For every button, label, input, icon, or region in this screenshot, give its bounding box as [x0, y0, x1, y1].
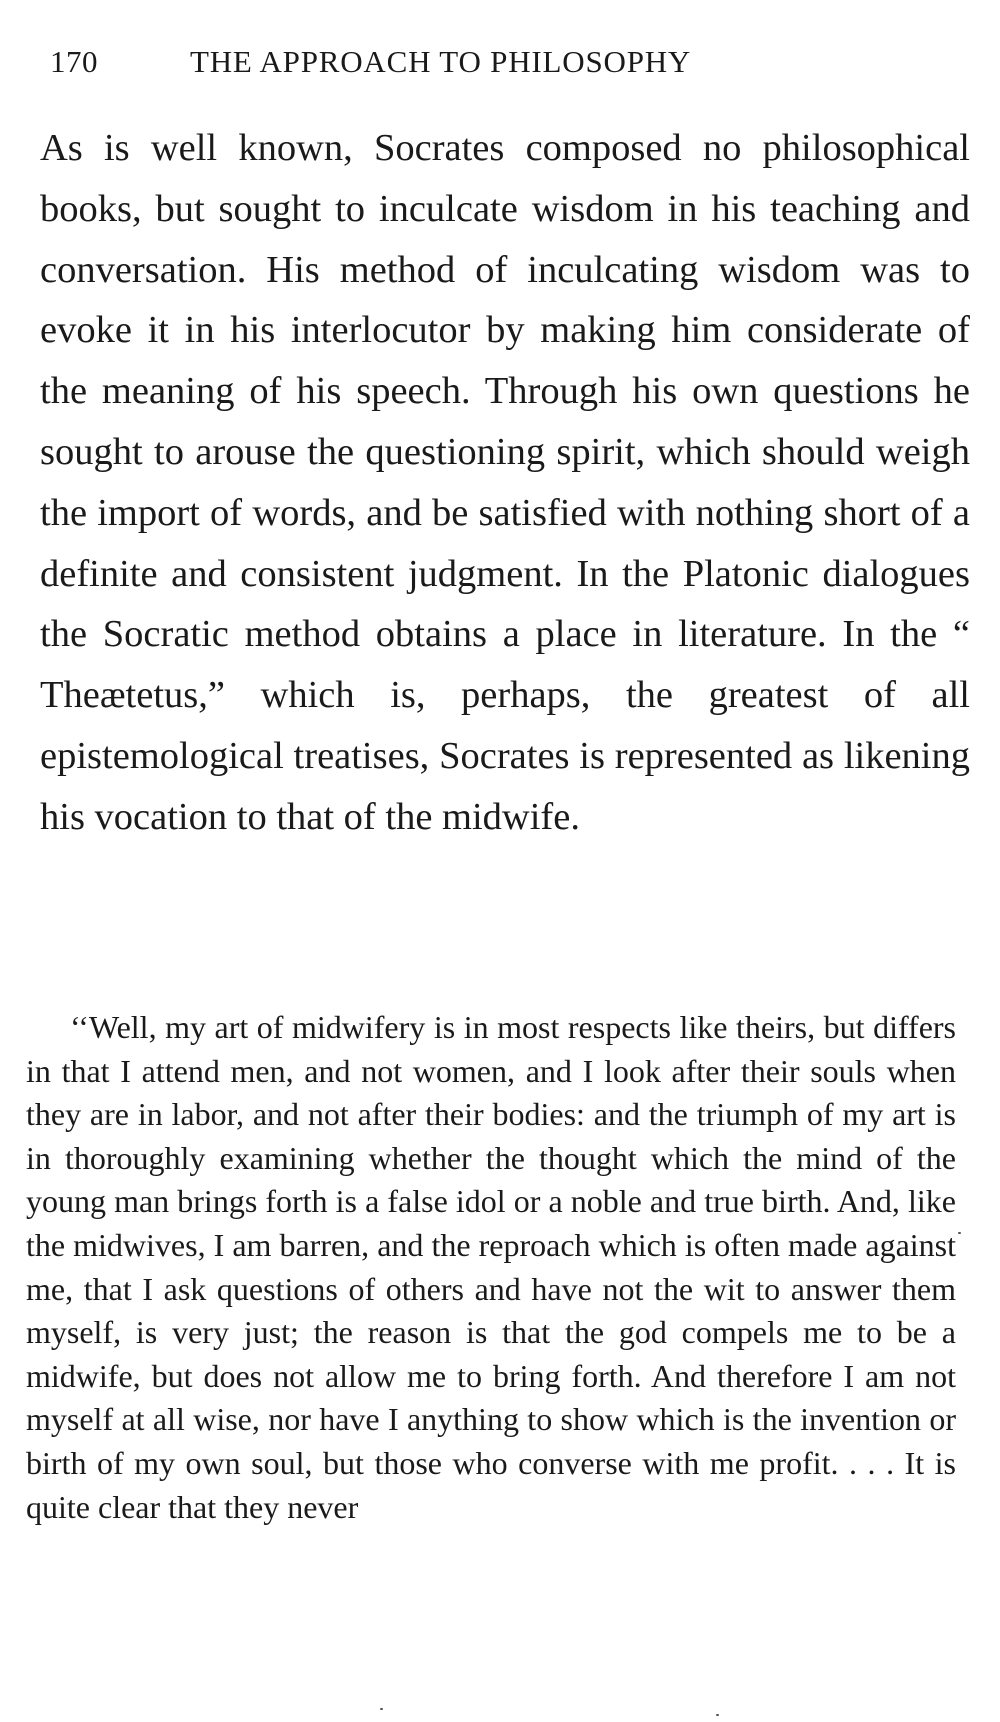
page-header: [50, 44, 830, 84]
page-number: 170: [50, 44, 98, 79]
body-paragraph: As is well known, Socrates composed no philosophical books, but sought to inculcate wisdom in his teaching and conversation. His method of inculcating wisdom was to evoke it in his interlocutor by making him considerate of the meaning of his speech. Through his own questions he sought to arouse the questioning spirit, which should weigh the import of words, and be satisfied with nothing short of a definite and consistent judgment. In the Platonic dialogues the Socratic method obtains a place in literature. In the “ Theætetus,” which is, perhaps, the greatest of all epistemological treatises, Socrates is represented as likening his vocation to that of the midwife.: [40, 127, 970, 838]
running-head: THE APPROACH TO PHILOSOPHY: [190, 44, 692, 79]
main-text-block: [40, 118, 970, 848]
block-quotation: [26, 1006, 956, 1529]
print-speck: [716, 1714, 719, 1716]
quotation-paragraph: ‘‘Well, my art of midwifery is in most respects like theirs, but differs in that I attend men, and not women, and I look after their souls when they are in labor, and not after their bodies: and the triumph of my art is in thoroughly examining whether the thought which the mind of the young man brings forth is a false idol or a noble and true birth. And, like the midwives, I am barren, and the reproach which is often made against me, that I ask questions of others and have not the wit to answer them myself, is very just; the reason is that the god compels me to be a midwife, but does not allow me to bring forth. And therefore I am not myself at all wise, nor have I anything to show which is the invention or birth of my own soul, but those who converse with me profit. . . . It is quite clear that they never: [26, 1009, 956, 1525]
print-speck: [380, 1708, 383, 1710]
print-speck: [958, 1232, 961, 1234]
